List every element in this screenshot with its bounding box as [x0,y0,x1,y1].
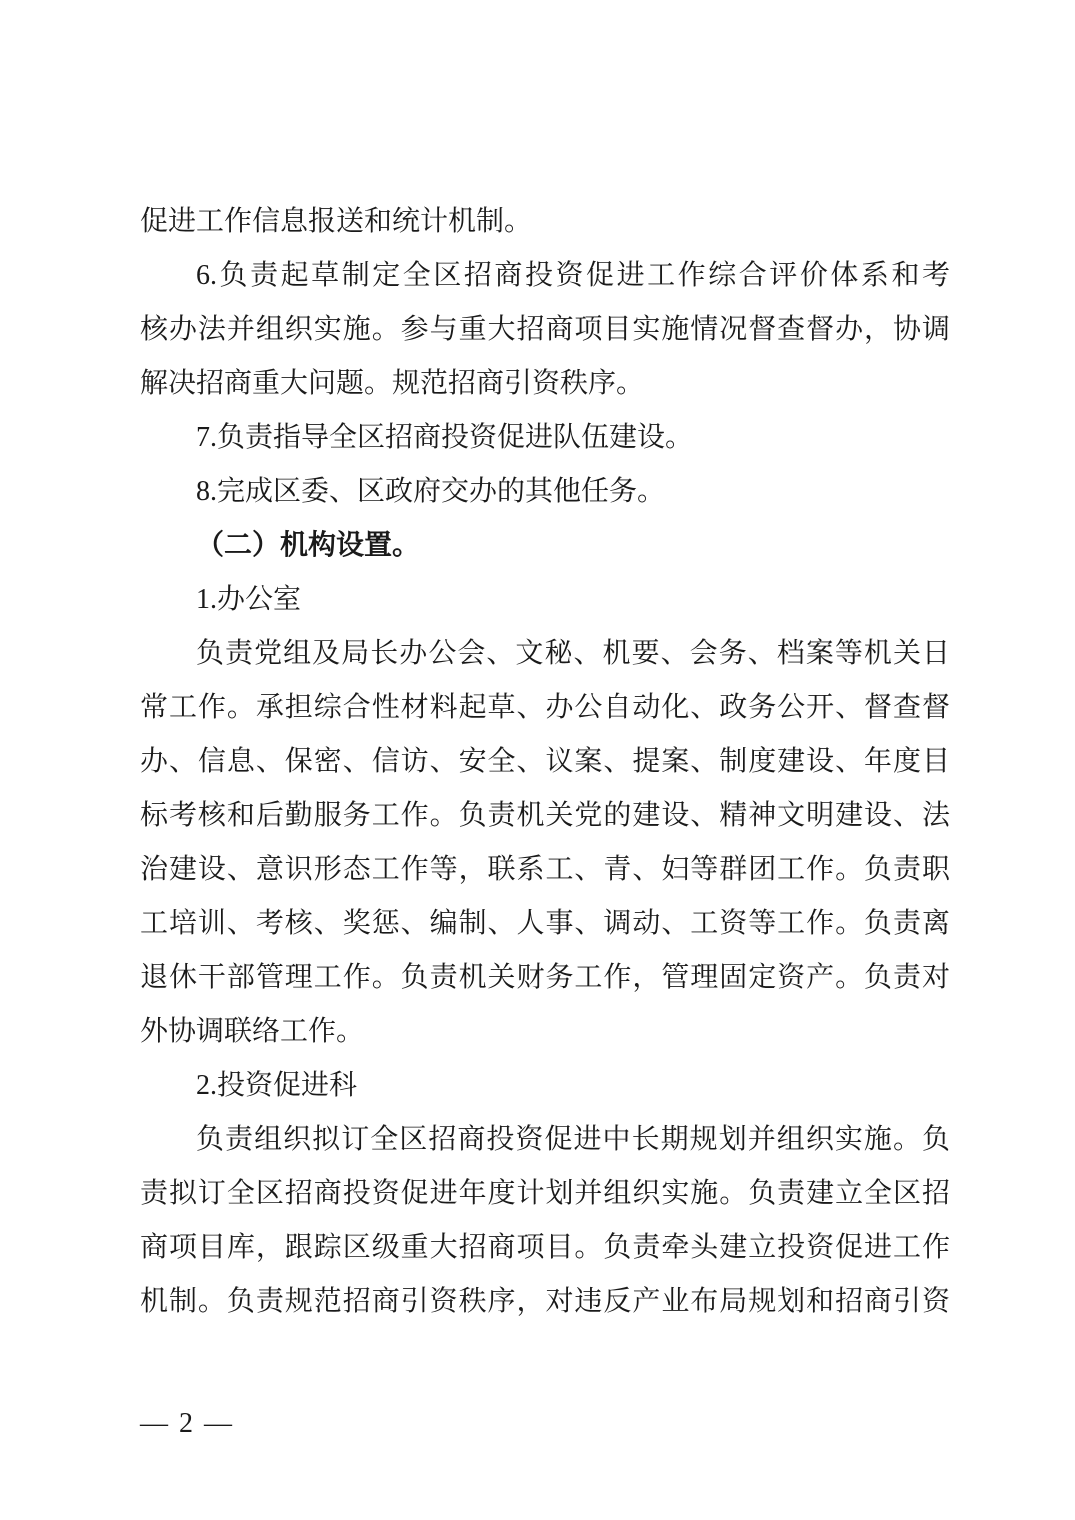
text-line: 负责组织拟订全区招商投资促进中长期规划并组织实施。负 [196,1124,950,1155]
text-line: 责拟订全区招商投资促进年度计划并组织实施。负责建立全区招 [140,1178,950,1209]
text-line: 促进工作信息报送和统计机制。 [140,206,533,237]
text-line: 7.负责指导全区招商投资促进队伍建设。 [196,422,694,453]
text-line: 解决招商重大问题。规范招商引资秩序。 [140,368,645,399]
document-body [140,195,950,1329]
section-heading: （二）机构设置。 [196,530,421,561]
text-line: 常工作。承担综合性材料起草、办公自动化、政务公开、督查督 [140,692,950,723]
text-line: 办、信息、保密、信访、安全、议案、提案、制度建设、年度目 [140,746,950,777]
text-line: 2.投资促进科 [196,1070,358,1101]
text-line: 6.负责起草制定全区招商投资促进工作综合评价体系和考 [196,260,950,291]
text-line: 8.完成区委、区政府交办的其他任务。 [196,476,666,507]
text-line: 外协调联络工作。 [140,1016,365,1047]
text-line: 标考核和后勤服务工作。负责机关党的建设、精神文明建设、法 [140,800,950,831]
text-line: 退休干部管理工作。负责机关财务工作，管理固定资产。负责对 [140,962,950,993]
text-line: 核办法并组织实施。参与重大招商项目实施情况督查督办，协调 [140,314,950,345]
text-line: 负责党组及局长办公会、文秘、机要、会务、档案等机关日 [196,638,950,669]
text-line: 机制。负责规范招商引资秩序，对违反产业布局规划和招商引资 [140,1286,950,1317]
text-line: 工培训、考核、奖惩、编制、人事、调动、工资等工作。负责离 [140,908,950,939]
page-number: — 2 — [140,1408,234,1439]
text-line: 治建设、意识形态工作等，联系工、青、妇等群团工作。负责职 [140,854,950,885]
text-line: 1.办公室 [196,584,302,615]
text-line: 商项目库，跟踪区级重大招商项目。负责牵头建立投资促进工作 [140,1232,950,1263]
